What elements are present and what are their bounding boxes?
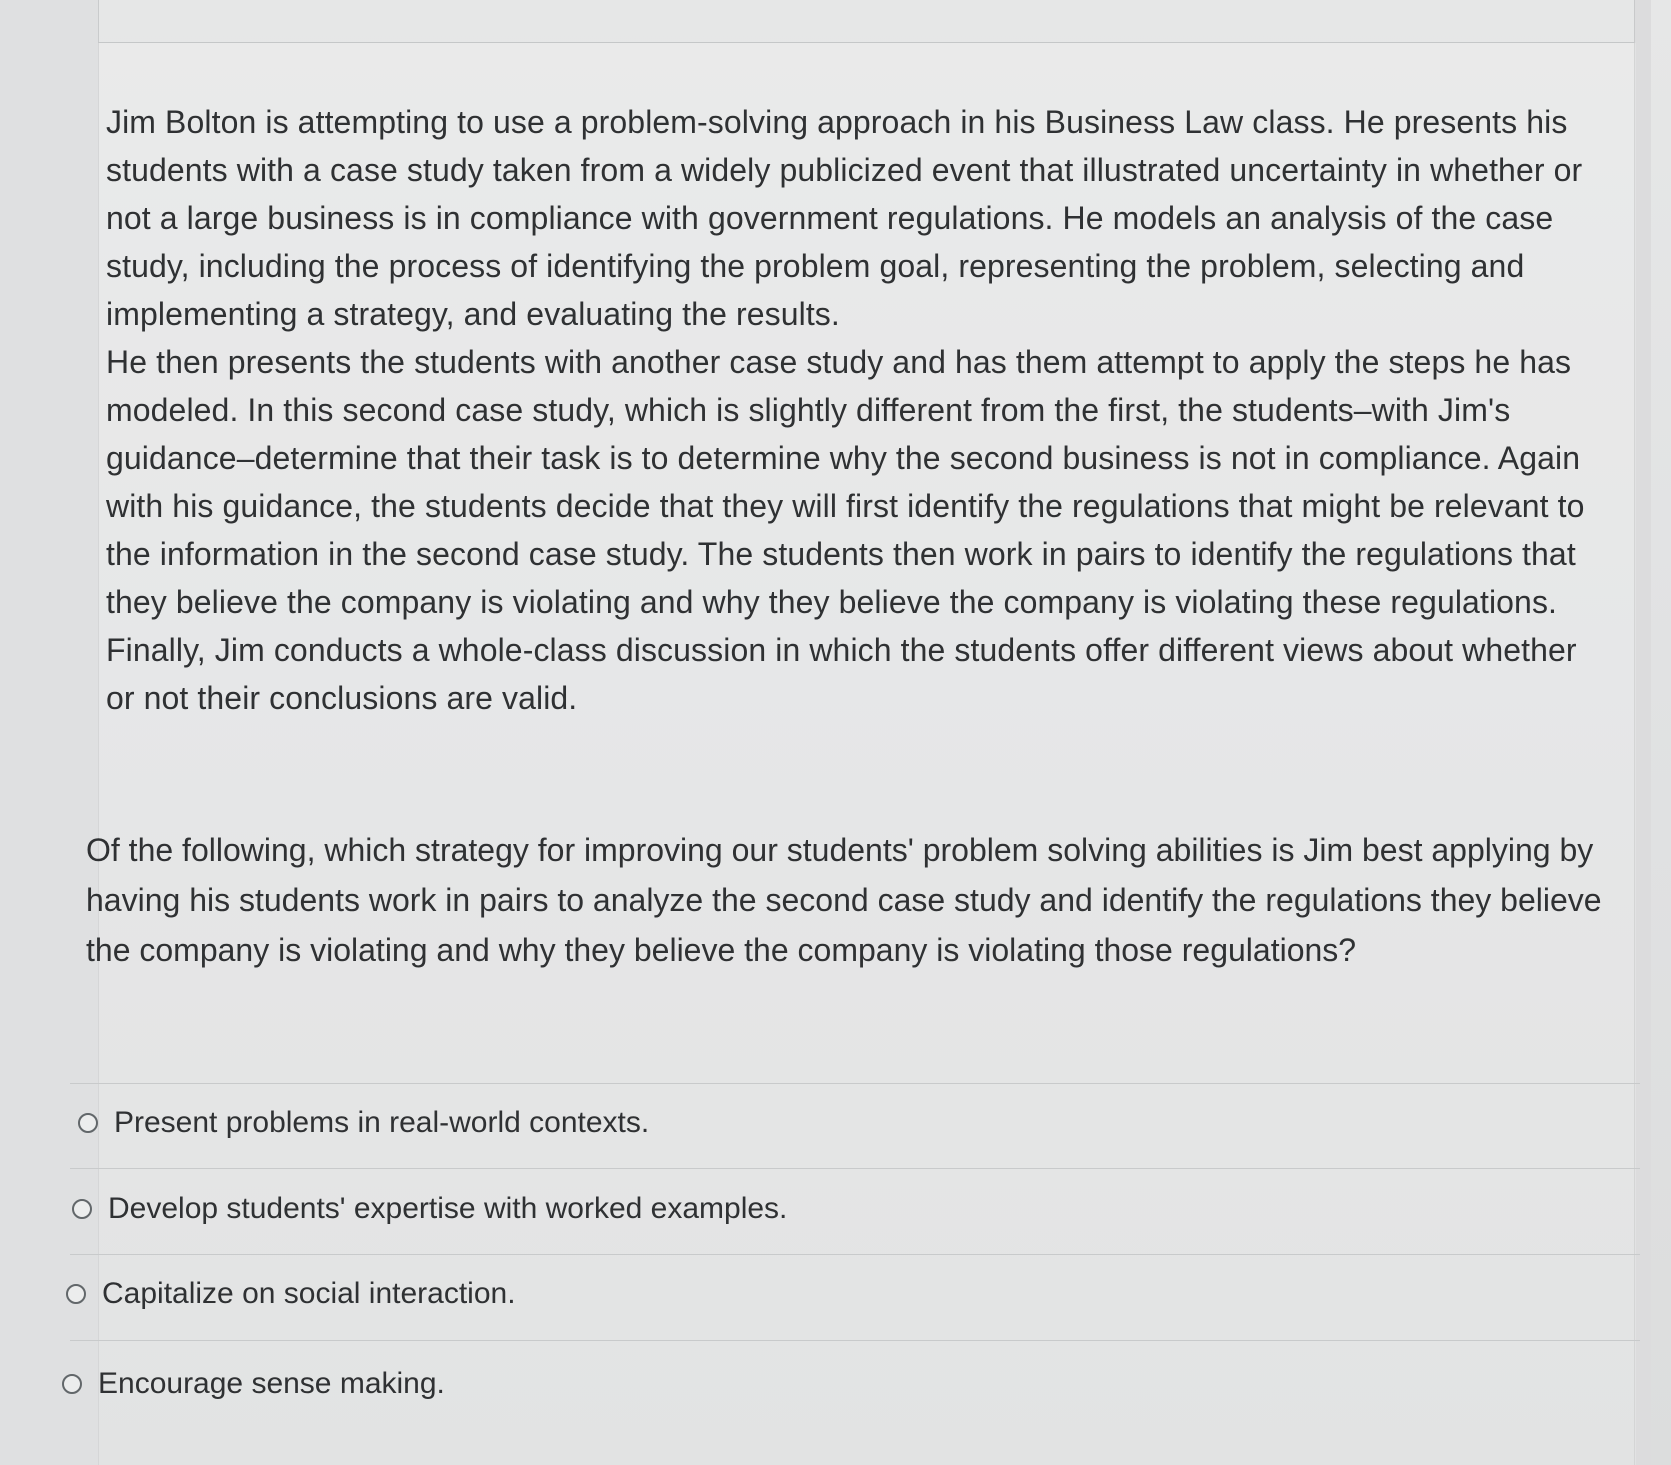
answer-divider <box>70 1340 1640 1341</box>
passage-paragraph-1: Jim Bolton is attempting to use a problem-solving approach in his Business Law class. He presents his students with a case study taken from a widely publicized event that illustrated uncertainty in whether or not a large business is in compliance with government regulations. He models an analysis of the case study, including the process of identifying the problem goal, representing the problem, selecting and implementing a strategy, and evaluating the results. <box>106 104 1583 332</box>
case-study-passage <box>106 98 1596 722</box>
answer-divider <box>70 1254 1640 1255</box>
page-scroll-edge[interactable] <box>1634 0 1651 1465</box>
answer-divider <box>70 1083 1640 1084</box>
answer-option-1[interactable] <box>78 1096 649 1150</box>
answer-2-label[interactable]: Develop students' expertise with worked examples. <box>108 1192 788 1225</box>
question-prompt: Of the following, which strategy for improving our students' problem solving abilities is Jim best applying by having his students work in pairs to analyze the second case study and identify the regulations they believe the company is violating and why they believe the company is violating those regulations? <box>86 832 1602 968</box>
answer-divider <box>70 1168 1640 1169</box>
answer-4-radio[interactable] <box>62 1374 82 1394</box>
answer-option-4[interactable] <box>62 1357 445 1411</box>
answer-3-label[interactable]: Capitalize on social interaction. <box>102 1277 516 1310</box>
passage-paragraph-2: He then presents the students with another case study and has them attempt to apply the steps he has modeled. In this second case study, which is slightly different from the first, the students–with Jim's guidance–determine that their task is to determine why the second business is not in compliance. Again with his guidance, the students decide that they will first identify the regulations that might be relevant to the information in the second case study. The students then work in pairs to identify the regulations that they believe the company is violating and why they believe the company is violating these regulations. Finally, Jim conducts a whole-class discussion in which the students offer different views about whether or not their conclusions are valid. <box>106 344 1585 716</box>
answer-option-3[interactable] <box>66 1267 516 1321</box>
answer-1-label[interactable]: Present problems in real-world contexts. <box>114 1106 650 1139</box>
answer-3-radio[interactable] <box>66 1284 86 1304</box>
answer-option-2[interactable] <box>72 1182 787 1236</box>
answer-2-radio[interactable] <box>72 1199 92 1219</box>
left-margin-strip <box>0 0 99 1465</box>
answer-1-radio[interactable] <box>78 1113 98 1133</box>
answer-4-label[interactable]: Encourage sense making. <box>98 1367 445 1400</box>
